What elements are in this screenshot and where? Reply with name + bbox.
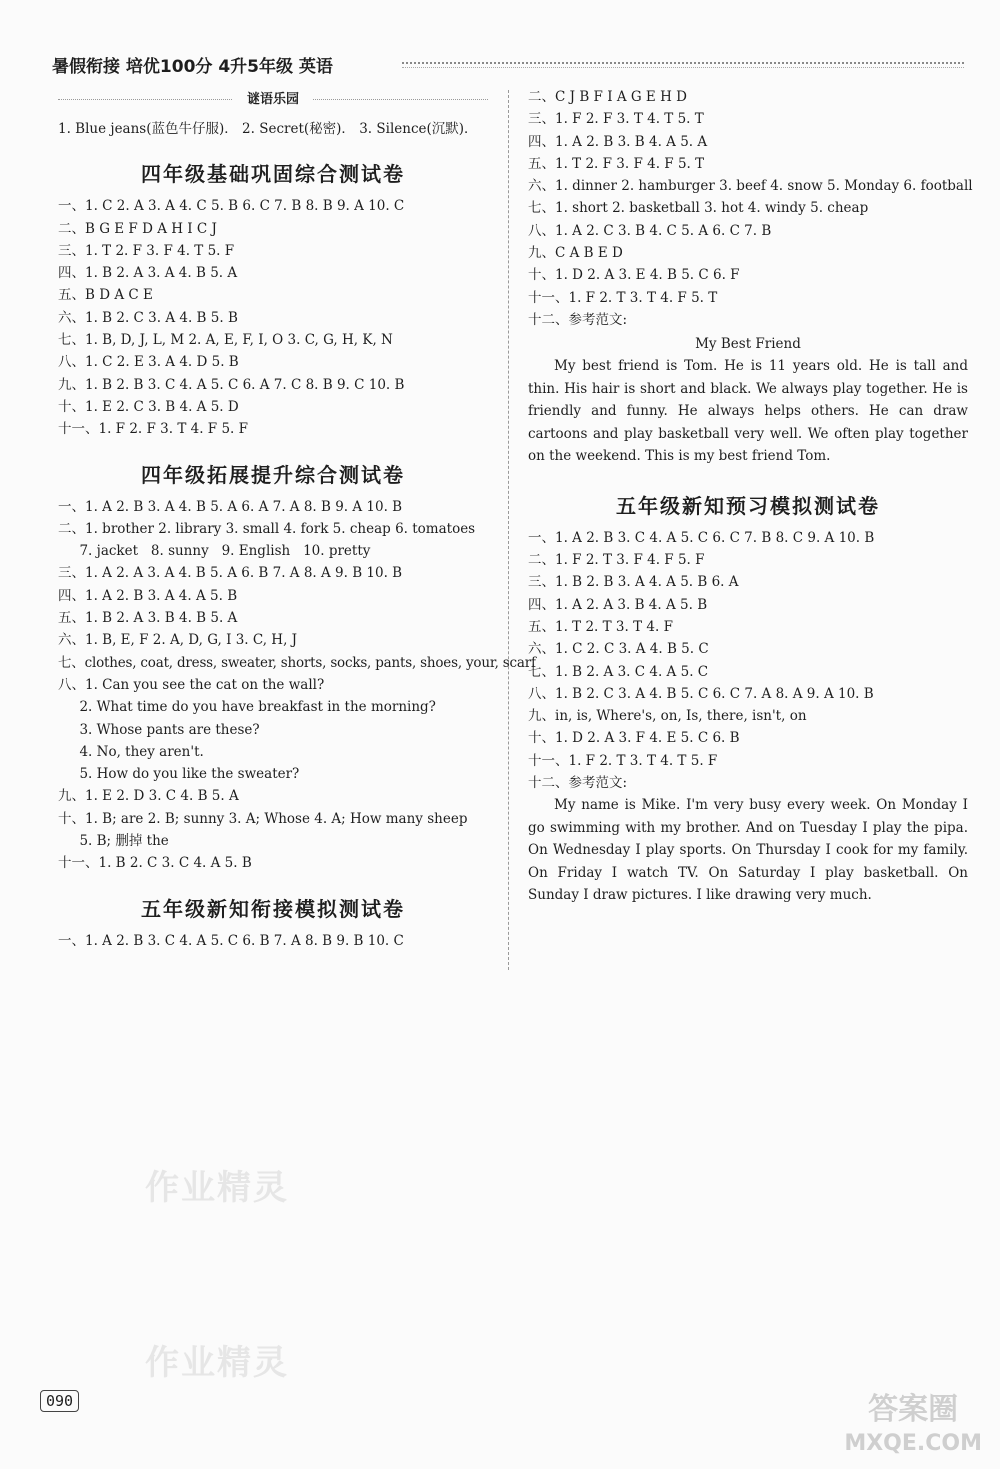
answer-line: 七、1. B, D, J, L, M 2. A, E, F, I, O 3. C, G, H, K, N: [58, 332, 393, 349]
answer-line: 十、1. B; are 2. B; sunny 3. A; Whose 4. A; How many sheep: [58, 810, 468, 827]
section-title-grade5-bridge: 五年级新知衔接模拟测试卷: [141, 896, 405, 921]
answer-line: 二、1. brother 2. library 3. small 4. fork 5. cheap 6. tomatoes: [58, 520, 476, 537]
answer-line: 三、1. A 2. A 3. A 4. B 5. A 6. B 7. A 8. A 9. B 10. B: [58, 565, 403, 582]
answer-line: 十一、1. F 2. T 3. T 4. T 5. F: [528, 752, 718, 769]
answer-line: 十、1. E 2. C 3. B 4. A 5. D: [58, 398, 239, 415]
answer-line: 四、1. A 2. A 3. B 4. A 5. B: [528, 596, 708, 613]
answer-line: 八、1. Can you see the cat on the wall?: [58, 676, 325, 693]
answer-line: 十一、1. F 2. F 3. T 4. F 5. F: [58, 421, 248, 438]
essay-text: My best friend is Tom. He is 11 years old. He is tall and thin. His hair is short and black. We always play together. He is friendly and funny. He always helps others. He can draw cartoons and play basketball very well. We often play together on the weekend. This is my best friend Tom.: [528, 358, 968, 465]
answer-line: 一、1. A 2. B 3. C 4. A 5. C 6. B 7. A 8. B 9. B 10. C: [58, 932, 404, 949]
header-brand: 暑假衔接 培优100分 4升5年级 英语: [52, 57, 333, 77]
section-grade5-bridge-answers: [58, 930, 488, 952]
answer-line: 五、B D A C E: [58, 287, 153, 304]
answer-line: 7. jacket 8. sunny 9. English 10. pretty: [58, 543, 371, 560]
left-column: [58, 88, 536, 952]
answer-line: 四、1. A 2. B 3. B 4. A 5. A: [528, 133, 708, 150]
riddle-answer: 1. Blue jeans(蓝色牛仔服)． 2. Secret(秘密)． 3. Silence(沉默)．: [58, 121, 478, 137]
essay-title: My Best Friend: [695, 336, 801, 353]
section-grade4-basic-answers: [58, 195, 488, 440]
answer-line: 六、1. B 2. C 3. A 4. B 5. B: [58, 309, 238, 326]
answer-line: 四、1. A 2. B 3. A 4. A 5. B: [58, 587, 238, 604]
answer-line: 十二、参考范文:: [528, 775, 628, 792]
header-rule-2: [402, 67, 964, 68]
answer-line: 四、1. B 2. A 3. A 4. B 5. A: [58, 265, 238, 282]
answer-line: 九、1. E 2. D 3. C 4. B 5. A: [58, 788, 239, 805]
answer-line: 八、1. A 2. C 3. B 4. C 5. A 6. C 7. B: [528, 222, 772, 239]
header-rule: [402, 62, 964, 64]
answer-line: 十、1. D 2. A 3. E 4. B 5. C 6. F: [528, 267, 740, 284]
page-header: [52, 48, 964, 78]
answer-line: 七、clothes, coat, dress, sweater, shorts, socks, pants, shoes, your, scarf: [58, 654, 536, 671]
riddle-header: [58, 88, 488, 112]
watermark: 作业精灵: [145, 1343, 289, 1383]
answer-line: 2. What time do you have breakfast in the morning?: [58, 699, 436, 716]
page-number: 090: [40, 1390, 79, 1412]
section-grade5-preview-answers: [528, 527, 968, 907]
answer-line: 六、1. C 2. C 3. A 4. B 5. C: [528, 641, 709, 658]
answer-line: 5. How do you like the sweater?: [58, 766, 300, 783]
answer-line: 五、1. T 2. F 3. F 4. F 5. T: [528, 155, 705, 172]
answer-line: 八、1. C 2. E 3. A 4. D 5. B: [58, 354, 239, 371]
answer-line: 3. Whose pants are these?: [58, 721, 260, 738]
answer-line: 三、1. F 2. F 3. T 4. T 5. T: [528, 111, 704, 128]
answer-line: 二、B G E F D A H I C J: [58, 220, 217, 237]
answer-line: 三、1. T 2. F 3. F 4. T 5. F: [58, 242, 235, 259]
answer-line: 一、1. C 2. A 3. A 4. C 5. B 6. C 7. B 8. B 9. A 10. C: [58, 198, 405, 215]
section-title-grade4-extension: 四年级拓展提升综合测试卷: [141, 462, 405, 487]
answer-line: 十、1. D 2. A 3. F 4. E 5. C 6. B: [528, 730, 740, 747]
section-title-grade4-basic: 四年级基础巩固综合测试卷: [141, 162, 405, 187]
answer-line: 六、1. B, E, F 2. A, D, G, I 3. C, H, J: [58, 632, 298, 649]
essay-text: My name is Mike. I'm very busy every week. On Monday I go swimming with my brother. And on Tuesday I play the pipa. On Wednesday I play sports. On Thursday I cook for my family. On Friday I watch TV. On Saturday I play basketball. On Sunday I draw pictures. I like drawing very much.: [528, 797, 968, 904]
site-stamp: [844, 1393, 982, 1461]
answer-line: 六、1. dinner 2. hamburger 3. beef 4. snow 5. Monday 6. football: [528, 178, 973, 195]
answer-line: 二、1. F 2. T 3. F 4. F 5. F: [528, 552, 705, 569]
section-grade5-bridge-continued: [528, 86, 973, 468]
answer-line: 十一、1. B 2. C 3. C 4. A 5. B: [58, 855, 252, 872]
answer-line: 九、1. B 2. B 3. C 4. A 5. C 6. A 7. C 8. B 9. C 10. B: [58, 376, 405, 393]
watermark: 作业精灵: [145, 1168, 289, 1208]
answer-line: 九、C A B E D: [528, 245, 623, 262]
answer-line: 七、1. short 2. basketball 3. hot 4. windy 5. cheap: [528, 200, 869, 217]
section-grade4-extension-answers: [58, 496, 536, 875]
answer-line: 十二、参考范文:: [528, 311, 628, 328]
riddle-label: 谜语乐园: [233, 88, 313, 107]
answer-line: 三、1. B 2. B 3. A 4. A 5. B 6. A: [528, 574, 739, 591]
answer-line: 5. B; 删掉 the: [58, 833, 169, 850]
answer-line: 二、C J B F I A G E H D: [528, 89, 687, 105]
answer-line: 九、in, is, Where's, on, Is, there, isn't, on: [528, 708, 807, 725]
answer-line: 一、1. A 2. B 3. C 4. A 5. C 6. C 7. B 8. C 9. A 10. B: [528, 529, 875, 546]
answer-line: 五、1. T 2. T 3. T 4. F: [528, 618, 673, 635]
answer-line: 八、1. B 2. C 3. A 4. B 5. C 6. C 7. A 8. A 9. A 10. B: [528, 685, 874, 702]
answer-line: 一、1. A 2. B 3. A 4. B 5. A 6. A 7. A 8. B 9. A 10. B: [58, 498, 403, 515]
answer-line: 4. No, they aren't.: [58, 743, 204, 760]
stamp-text: 答案圈: [868, 1392, 959, 1427]
section-title-grade5-preview: 五年级新知预习模拟测试卷: [616, 493, 880, 518]
answer-line: 十一、1. F 2. T 3. T 4. F 5. T: [528, 289, 718, 306]
answer-line: 五、1. B 2. A 3. B 4. B 5. A: [58, 610, 238, 627]
answer-line: 七、1. B 2. A 3. C 4. A 5. C: [528, 663, 709, 680]
right-column: [528, 88, 973, 907]
stamp-url: MXQE.COM: [844, 1431, 982, 1456]
column-divider: [508, 90, 509, 970]
